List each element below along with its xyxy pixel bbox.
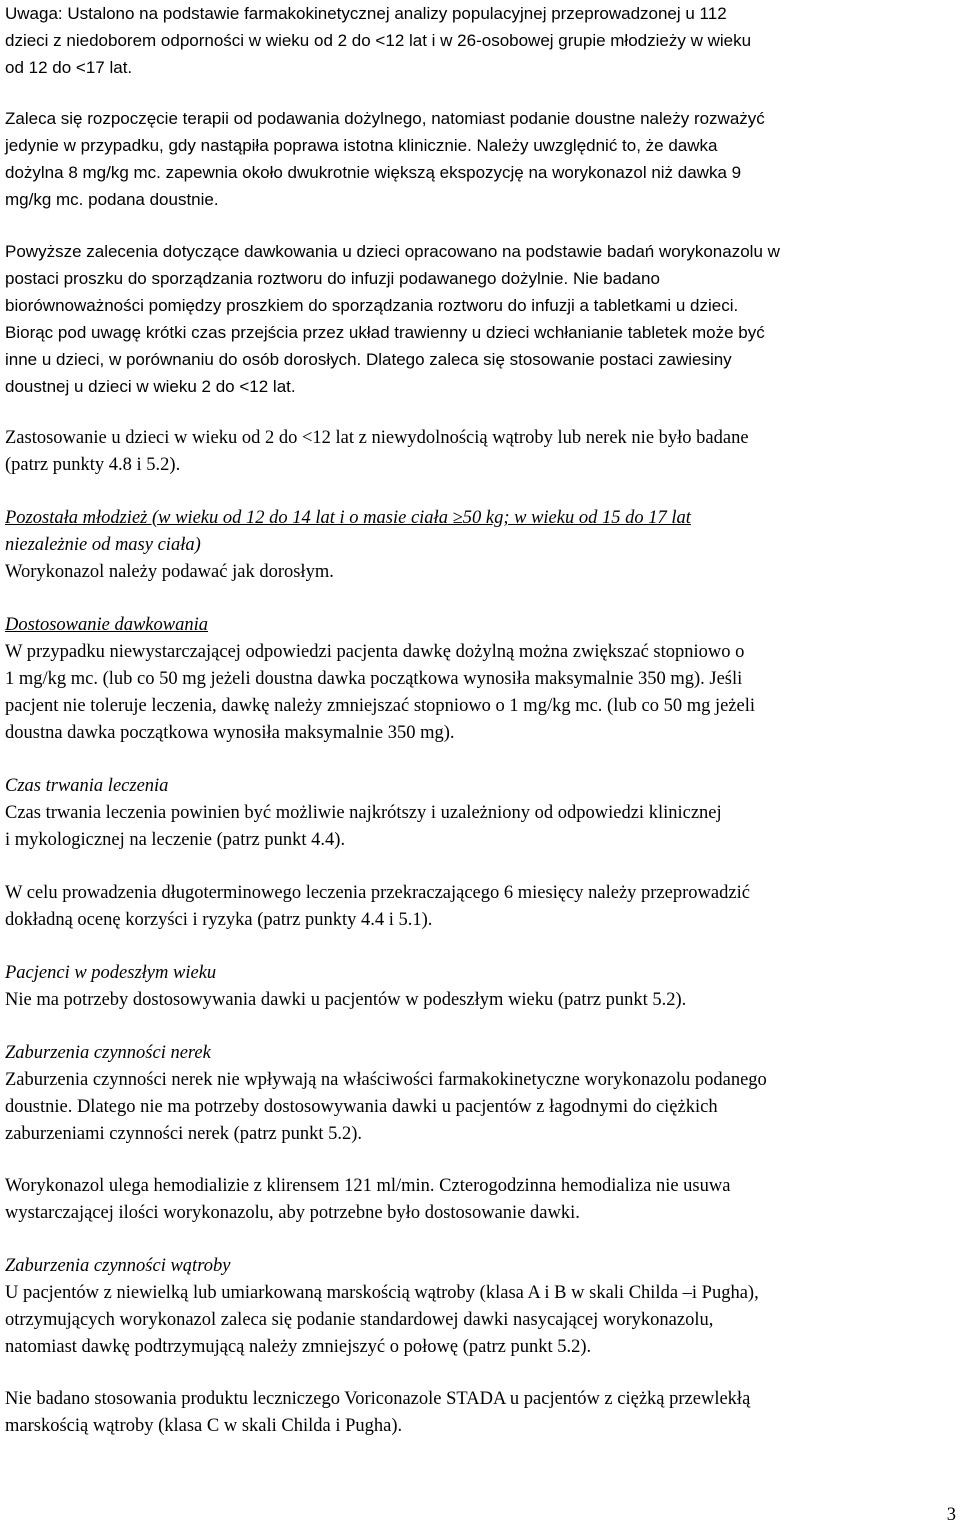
section-heading: Pozostała młodzież (w wieku od 12 do 14 lat i o masie ciała ≥50 kg; w wieku od 15 do 17 lat bbox=[5, 508, 691, 528]
paragraph-line: Zastosowanie u dzieci w wieku od 2 do <12 lat z niewydolnością wątroby lub nerek nie było badane bbox=[5, 428, 749, 448]
paragraph-line: inne u dzieci, w porównaniu do osób dorosłych. Dlatego zaleca się stosowanie postaci zawiesiny bbox=[5, 350, 732, 369]
paragraph-line: W przypadku niewystarczającej odpowiedzi pacjenta dawkę dożylną można zwiększać stopniowo o bbox=[5, 642, 745, 662]
paragraph-line: zaburzeniami czynności nerek (patrz punkt 5.2). bbox=[5, 1124, 363, 1144]
paragraph-line: i mykologicznej na leczenie (patrz punkt 4.4). bbox=[5, 830, 346, 850]
paragraph-line: dzieci z niedoborem odporności w wieku od 2 do <12 lat i w 26-osobowej grupie młodzieży w wieku bbox=[5, 31, 752, 50]
paragraph-line: od 12 do <17 lat. bbox=[5, 58, 133, 77]
paragraph-line: doustna dawka początkowa wynosiła maksymalnie 350 mg). bbox=[5, 723, 455, 743]
paragraph-line: postaci proszku do sporządzania roztworu do infuzji podawanego dożylnie. Nie badano bbox=[5, 269, 660, 288]
paragraph-line: otrzymujących worykonazol zaleca się podanie standardowej dawki nasycającej worykonazolu, bbox=[5, 1310, 714, 1330]
paragraph-line: U pacjentów z niewielką lub umiarkowaną marskością wątroby (klasa A i B w skali Childa –i Pugha), bbox=[5, 1283, 759, 1303]
paragraph-line: biorównoważności pomiędzy proszkiem do sporządzania roztworu do infuzji a tabletkami u dzieci. bbox=[5, 296, 739, 315]
paragraph-line: Worykonazol ulega hemodializie z klirensem 121 ml/min. Czterogodzinna hemodializa nie usuwa bbox=[5, 1176, 731, 1196]
paragraph-line: Nie ma potrzeby dostosowywania dawki u pacjentów w podeszłym wieku (patrz punkt 5.2). bbox=[5, 990, 687, 1010]
section-heading: Zaburzenia czynności wątroby bbox=[5, 1256, 231, 1276]
section-heading: Pacjenci w podeszłym wieku bbox=[5, 963, 217, 983]
paragraph-line: doustnie. Dlatego nie ma potrzeby dostosowywania dawki u pacjentów z łagodnymi do ciężkich bbox=[5, 1097, 718, 1117]
paragraph-line: (patrz punkty 4.8 i 5.2). bbox=[5, 455, 181, 475]
paragraph-line: wystarczającej ilości worykonazolu, aby potrzebne było dostosowanie dawki. bbox=[5, 1203, 580, 1223]
paragraph-line: W celu prowadzenia długoterminowego leczenia przekraczającego 6 miesięcy należy przeprowadzić bbox=[5, 883, 750, 903]
paragraph-line: Biorąc pod uwagę krótki czas przejścia przez układ trawienny u dzieci wchłanianie tabletek może być bbox=[5, 323, 765, 342]
paragraph-line: marskością wątroby (klasa C w skali Childa i Pugha). bbox=[5, 1416, 403, 1436]
section-heading: Dostosowanie dawkowania bbox=[5, 615, 208, 635]
paragraph-line: Worykonazol należy podawać jak dorosłym. bbox=[5, 562, 334, 582]
paragraph-line: 1 mg/kg mc. (lub co 50 mg jeżeli doustna dawka początkowa wynosiła maksymalnie 350 mg). Jeśli bbox=[5, 669, 743, 689]
paragraph-line: mg/kg mc. podana doustnie. bbox=[5, 190, 219, 209]
paragraph-line: jedynie w przypadku, gdy nastąpiła poprawa istotna klinicznie. Należy uwzględnić to, że dawka bbox=[5, 136, 718, 155]
paragraph-line: dokładną ocenę korzyści i ryzyka (patrz punkty 4.4 i 5.1). bbox=[5, 910, 433, 930]
section-heading: niezależnie od masy ciała) bbox=[5, 535, 201, 555]
paragraph-line: Zaleca się rozpoczęcie terapii od podawania dożylnego, natomiast podanie doustne należy rozważyć bbox=[5, 109, 765, 128]
section-heading: Czas trwania leczenia bbox=[5, 776, 169, 796]
paragraph-line: Uwaga: Ustalono na podstawie farmakokinetycznej analizy populacyjnej przeprowadzonej u 112 bbox=[5, 4, 727, 23]
page-number: 3 bbox=[946, 1505, 956, 1525]
paragraph-line: Czas trwania leczenia powinien być możliwie najkrótszy i uzależniony od odpowiedzi klinicznej bbox=[5, 803, 722, 823]
paragraph-line: natomiast dawkę podtrzymującą należy zmniejszyć o połowę (patrz punkt 5.2). bbox=[5, 1337, 592, 1357]
paragraph-line: Powyższe zalecenia dotyczące dawkowania u dzieci opracowano na podstawie badań worykonazolu w bbox=[5, 242, 780, 261]
paragraph-line: dożylna 8 mg/kg mc. zapewnia około dwukrotnie większą ekspozycję na worykonazol niż dawka 9 bbox=[5, 163, 742, 182]
section-heading: Zaburzenia czynności nerek bbox=[5, 1043, 211, 1063]
paragraph-line: pacjent nie toleruje leczenia, dawkę należy zmniejszać stopniowo o 1 mg/kg mc. (lub co 50 mg jeżeli bbox=[5, 696, 756, 716]
paragraph-line: Zaburzenia czynności nerek nie wpływają na właściwości farmakokinetyczne worykonazolu podanego bbox=[5, 1070, 767, 1090]
paragraph-line: doustnej u dzieci w wieku 2 do <12 lat. bbox=[5, 377, 296, 396]
paragraph-line: Nie badano stosowania produktu leczniczego Voriconazole STADA u pacjentów z ciężką przewlekłą bbox=[5, 1389, 751, 1409]
